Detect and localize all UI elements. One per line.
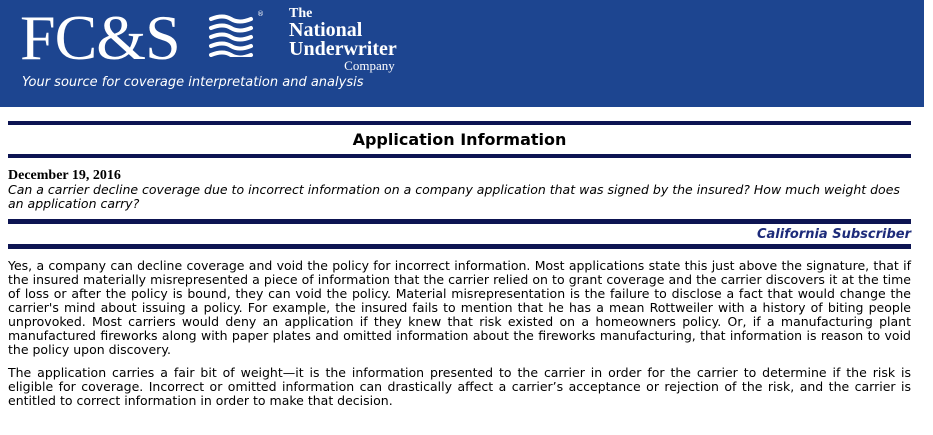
divider-title <box>8 154 911 158</box>
publisher-name-line1: National <box>289 19 363 41</box>
publisher-name-line2: Underwriter <box>289 38 397 60</box>
header-banner <box>0 0 924 107</box>
tagline: Your source for coverage interpretation and analysis <box>22 75 364 90</box>
divider-question <box>8 219 911 224</box>
registered-mark: ® <box>257 10 264 18</box>
publisher-company: Company <box>344 58 395 73</box>
fcs-logo: FC&S <box>20 2 180 73</box>
flag-stripes-icon <box>207 13 255 57</box>
divider-subscriber <box>8 244 911 249</box>
page-title: Application Information <box>352 130 567 149</box>
article-question: Can a carrier decline coverage due to incorrect information on a company application that was signed by the insured? How much weight does an application carry? <box>8 182 900 211</box>
publisher-the: The <box>289 6 313 21</box>
answer-paragraph: Yes, a company can decline coverage and void the policy for incorrect information. Most applications state this just above the signature, that if the insured materially misrepresented a piece of information that the carrier relied on to grant coverage and the carrier discovers it at the time of loss or after the policy is bound, they can void the policy. Material misrepresentation is the failure to disclose a fact that would change the carrier's mind about issuing a policy. For example, the insured fails to mention that he has a mean Rottweiler with a history of biting people unprovoked. Most carriers would deny an application if they knew that risk existed on a homeowners policy. Or, if a manufacturing plant manufactured fireworks along with paper plates and omitted information about the fireworks manufacturing, that information is reason to void the policy upon discovery. <box>8 258 911 357</box>
answer-paragraph: The application carries a fair bit of weight—it is the information presented to the carrier in order for the carrier to determine if the risk is eligible for coverage. Incorrect or omitted information can drastically affect a carrier’s acceptance or rejection of the risk, and the carrier is entitled to correct information in order to make that decision. <box>8 365 911 408</box>
subscriber-label: California Subscriber <box>756 227 911 242</box>
divider-top <box>8 121 911 125</box>
article-answer <box>8 259 911 417</box>
article-date: December 19, 2016 <box>8 168 121 183</box>
publisher-logo <box>289 7 397 72</box>
